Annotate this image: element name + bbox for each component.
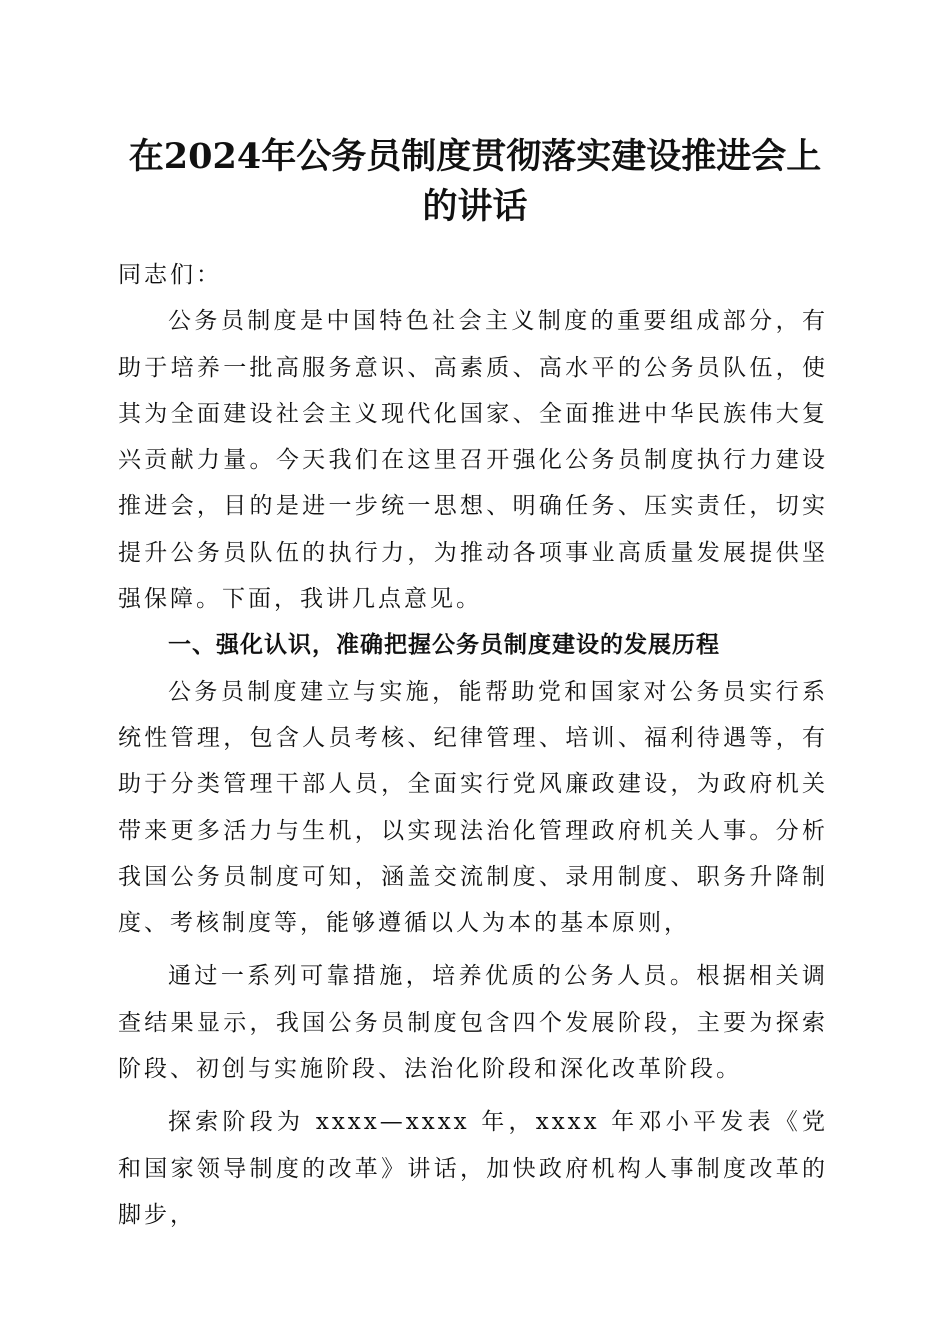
document-title — [110, 132, 840, 232]
title-line-1: 在2024年公务员制度贯彻落实建设推进会上 — [128, 136, 822, 177]
paragraph-exploration: 探索阶段为 xxxx—xxxx 年，xxxx 年邓小平发表《党和国家领导制度的改革》讲话，加快政府机构人事制度改革的脚步， — [118, 1109, 828, 1228]
paragraph-history: 公务员制度建立与实施，能帮助党和国家对公务员实行系统性管理，包含人员考核、纪律管理、培训、福利待遇等，有助于分类管理干部人员，全面实行党风廉政建设，为政府机关带来更多活力与生机，以实现法治化管理政府机关人事。分析我国公务员制度可知，涵盖交流制度、录用制度、职务升降制度、考核制度等，能够遵循以人为本的基本原则， — [118, 678, 828, 937]
document-body — [118, 252, 828, 1238]
title-line-2: 的讲话 — [422, 186, 528, 227]
paragraph-stages: 通过一系列可靠措施，培养优质的公务人员。根据相关调查结果显示，我国公务员制度包含四个发展阶段，主要为探索阶段、初创与实施阶段、法治化阶段和深化改革阶段。 — [118, 963, 828, 1083]
paragraph-intro: 公务员制度是中国特色社会主义制度的重要组成部分，有助于培养一批高服务意识、高素质、高水平的公务员队伍，使其为全面建设社会主义现代化国家、全面推进中华民族伟大复兴贡献力量。今天我们在这里召开强化公务员制度执行力建设推进会，目的是进一步统一思想、明确任务、压实责任，切实提升公务员队伍的执行力，为推动各项事业高质量发展提供坚强保障。下面，我讲几点意见。 — [118, 308, 828, 613]
salutation: 同志们： — [118, 262, 222, 288]
section-heading-1: 一、强化认识，准确把握公务员制度建设的发展历程 — [168, 632, 720, 659]
